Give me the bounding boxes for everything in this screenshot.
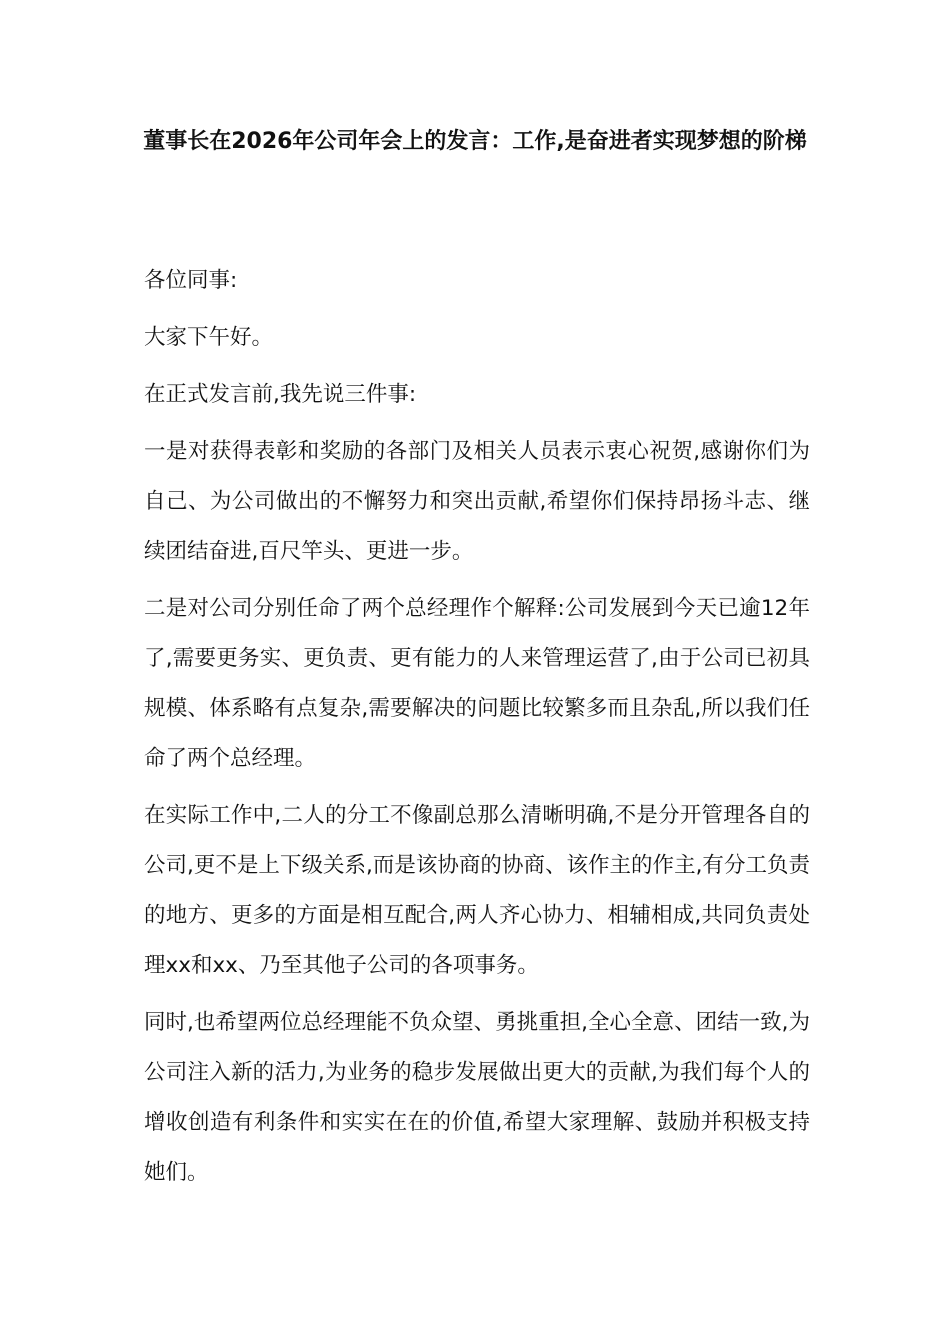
paragraph-division-of-work: 在实际工作中,二人的分工不像副总那么清晰明确,不是分开管理各自的公司,更不是上下级关系,而是该协商的协商、该作主的作主,有分工负责的地方、更多的方面是相互配合,两人齐心协力、相辅相成,共同负责处理xx和xx、乃至其他子公司的各项事务。: [144, 803, 810, 978]
paragraph-intro: 在正式发言前,我先说三件事:: [144, 382, 417, 407]
paragraph-greeting: 各位同事:: [144, 268, 238, 293]
document-title: 董事长在2026年公司年会上的发言：工作,是奋进者实现梦想的阶梯: [143, 129, 807, 154]
paragraph-point-one: 一是对获得表彰和奖励的各部门及相关人员表示衷心祝贺,感谢你们为自己、为公司做出的不懈努力和突出贡献,希望你们保持昂扬斗志、继续团结奋进,百尺竿头、更进一步。: [144, 439, 810, 564]
document-body: [144, 256, 810, 1205]
paragraph-expectations: 同时,也希望两位总经理能不负众望、勇挑重担,全心全意、团结一致,为公司注入新的活力,为业务的稳步发展做出更大的贡献,为我们每个人的增收创造有利条件和实实在在的价值,希望大家理解、鼓励并积极支持她们。: [144, 1010, 810, 1185]
paragraph-salutation: 大家下午好。: [144, 325, 274, 350]
paragraph-point-two: 二是对公司分别任命了两个总经理作个解释:公司发展到今天已逾12年了,需要更务实、更负责、更有能力的人来管理运营了,由于公司已初具规模、体系略有点复杂,需要解决的问题比较繁多而且杂乱,所以我们任命了两个总经理。: [144, 596, 810, 771]
